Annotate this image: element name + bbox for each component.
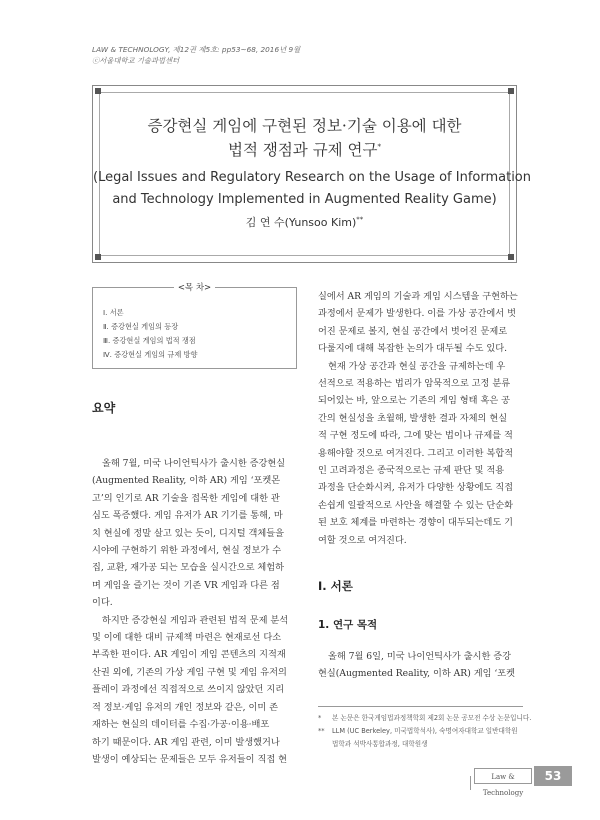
text-line: 다룰지에 대해 복잡한 논의가 대두될 수도 있다. xyxy=(318,343,508,355)
toc-title: <목 차> xyxy=(174,283,215,293)
footnote: 법학과 석박사통합과정, 대학원생 xyxy=(332,740,428,748)
text-line: 및 이에 대한 대비 규제책 마련은 현재로선 다소 xyxy=(92,632,282,644)
text-line: 고’의 인기로 AR 기술을 접목한 게임에 대한 관 xyxy=(92,492,280,504)
text-line: 적 구현 정도에 따라, 그에 맞는 법이나 규제를 적 xyxy=(318,430,513,442)
right-column-body xyxy=(318,288,528,549)
text-line: 발생이 예상되는 문제들은 모두 유저들이 직접 현 xyxy=(92,753,288,765)
text-line: 과정을 단순화시켜, 유저가 다양한 상황에도 직접 xyxy=(318,482,514,494)
title-korean-line-1: 증강현실 게임에 구현된 정보·기술 이용에 대한 xyxy=(147,117,462,135)
text-line: 이다. xyxy=(92,597,113,609)
text-line: 선적으로 적용하는 법리가 암묵적으로 고정 분류 xyxy=(318,378,511,390)
footnote-divider xyxy=(318,706,523,707)
text-line: 집, 교환, 재가공 되는 모습을 실시간으로 체험하 xyxy=(92,562,284,574)
toc-item: Ⅰ. 서론 xyxy=(103,308,124,317)
abstract-body xyxy=(92,455,297,768)
text-line: 어진 문제로 볼지, 현실 공간에서 벗어진 문제로 xyxy=(318,325,508,337)
author: 김 연 수(Yunsoo Kim)** xyxy=(245,215,364,229)
text-line: 실에서 AR 게임의 기술과 게임 시스템을 구현하는 xyxy=(318,291,518,302)
abstract-heading: 요약 xyxy=(92,401,116,415)
toc-item: Ⅳ. 증강현실 게임의 규제 방향 xyxy=(103,350,198,359)
text-line: 치 현실에 정말 살고 있는 듯이, 디지털 객체들을 xyxy=(92,527,284,539)
text-line: 과정에서 문제가 발생한다. 이를 가상 공간에서 벗 xyxy=(318,308,516,320)
journal-citation xyxy=(92,44,300,66)
text-line: 시야에 구현하기 위한 과정에서, 현실 정보가 수 xyxy=(92,545,282,557)
subsection-heading-research-purpose: 1. 연구 목적 xyxy=(318,619,378,631)
corner-square-icon xyxy=(95,254,101,260)
table-of-contents xyxy=(92,283,297,369)
text-line: 용해야할 것으로 여겨진다. 그리고 이러한 복합적 xyxy=(318,447,514,459)
text-line: 여할 것으로 여겨진다. xyxy=(318,534,407,546)
text-line: 손쉽게 일괄적으로 사안을 해결할 수 있는 단순화 xyxy=(318,499,514,511)
text-line: 부족한 편이다. AR 게임이 게임 콘텐츠의 지적재 xyxy=(92,649,286,661)
corner-square-icon xyxy=(95,88,101,94)
text-line: 플레이 과정에선 직접적으로 쓰이지 않았던 지리 xyxy=(92,684,285,696)
text-line: 되어있는 바, 앞으로는 기존의 게임 형태 혹은 공 xyxy=(318,395,510,407)
text-line: 현재 가상 공간과 현실 공간을 규제하는데 우 xyxy=(328,360,506,372)
title-korean-line-2: 법적 쟁점과 규제 연구* xyxy=(227,141,382,159)
author-footnote-mark: ** xyxy=(356,215,364,224)
journal-line-1: LAW & TECHNOLOGY, 제12권 제5호: pp53~68, 2016년 9월 xyxy=(92,45,301,54)
text-line: 적 정보·게임 유저의 개인 정보와 같은, 이미 존 xyxy=(92,701,279,713)
toc-item: Ⅱ. 증강현실 게임의 등장 xyxy=(103,322,179,331)
corner-square-icon xyxy=(508,254,514,260)
corner-square-icon xyxy=(508,88,514,94)
text-line: 심도 폭증했다. 게임 유저가 AR 기기를 통해, 마 xyxy=(92,510,283,522)
toc-item: Ⅲ. 증강현실 게임의 법적 쟁점 xyxy=(103,336,196,345)
text-line: 하기 때문이다. AR 게임 관련, 이미 발생했거나 xyxy=(92,736,280,748)
text-line: 재하는 현실의 데이터를 수집·가공·이용·배포 xyxy=(92,719,270,731)
footer-rule xyxy=(470,776,471,790)
journal-line-2: ⓒ서울대학교 기술과법센터 xyxy=(92,56,180,65)
text-line: 올해 7월 6일, 미국 나이언틱사가 출시한 증강 xyxy=(328,651,512,662)
title-box xyxy=(92,85,532,263)
text-line: (Augmented Reality, 이하 AR) 게임 ‘포켓몬 xyxy=(92,475,281,487)
footnote: ** LLM (UC Berkeley, 미국법학석사), 숙명여자대학교 일반대학원 xyxy=(318,727,518,735)
text-line: 하지만 증강현실 게임과 관련된 법적 문제 분석 xyxy=(102,614,289,626)
text-line: 인 고려과정은 종국적으로는 규제 판단 및 적용 xyxy=(318,465,505,477)
title-english-line-1: (Legal Issues and Regulatory Research on the Usage of Information xyxy=(93,170,532,185)
introduction-body xyxy=(318,648,528,683)
section-heading-introduction: Ⅰ. 서론 xyxy=(318,579,353,593)
text-line: 간의 현실성을 초월해, 발생한 결과 자체의 현실 xyxy=(318,412,508,424)
text-line: 산권 외에, 기존의 가상 게임 구현 및 게임 유저의 xyxy=(92,666,287,678)
footnote: * 본 논문은 한국게임법과정책학회 제2회 논문 공모전 수상 논문입니다. xyxy=(318,714,532,722)
text-line: 며 게임을 즐기는 것이 기존 VR 게임과 다른 점 xyxy=(92,579,280,591)
footer-journal-label: Law & Technology xyxy=(474,768,532,784)
text-line: 된 보호 체계를 마련하는 경향이 대두되는데도 기 xyxy=(318,517,514,529)
page-number: 53 xyxy=(534,766,572,786)
text-line: 현실(Augmented Reality, 이하 AR) 게임 ‘포켓 xyxy=(318,668,516,680)
title-english-line-2: and Technology Implemented in Augmented Reality Game) xyxy=(112,192,497,207)
text-line: 올해 7월, 미국 나이언틱사가 출시한 증강현실 xyxy=(102,458,286,469)
title-footnote-mark: * xyxy=(377,142,382,151)
